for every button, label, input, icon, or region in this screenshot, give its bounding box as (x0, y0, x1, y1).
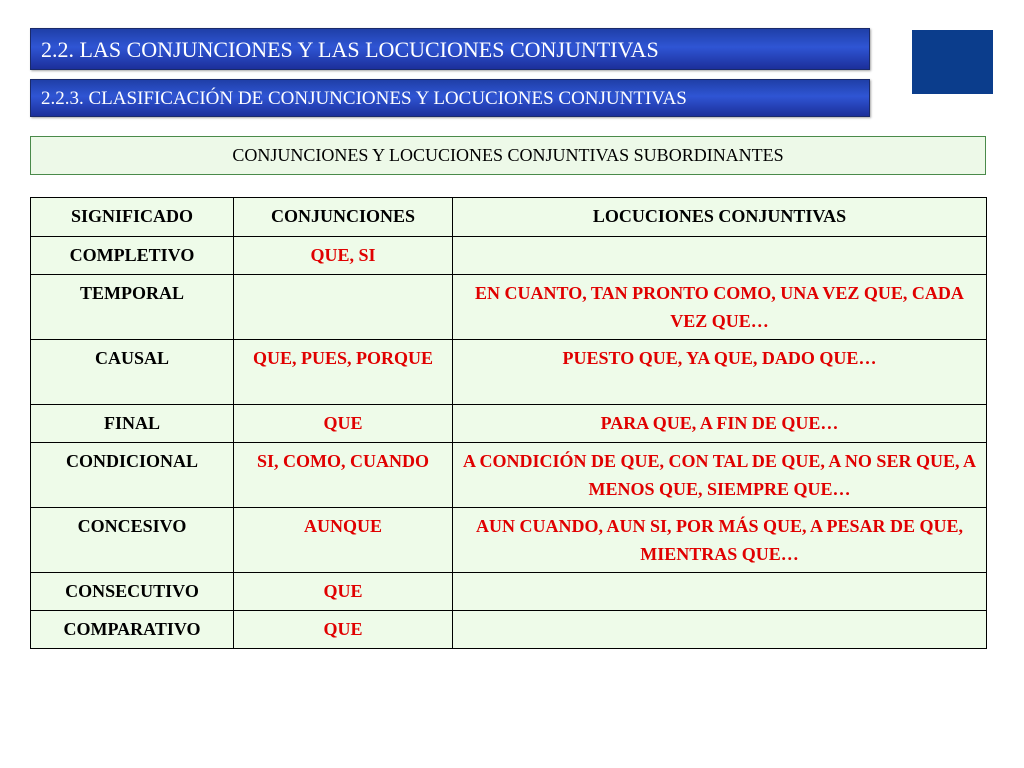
cell-conjunciones: QUE (234, 573, 453, 611)
section-title: CONJUNCIONES Y LOCUCIONES CONJUNTIVAS SUBORDINANTES (30, 136, 986, 175)
cell-significado: COMPLETIVO (31, 237, 234, 275)
cell-locuciones (453, 237, 987, 275)
cell-conjunciones (234, 275, 453, 340)
cell-significado: COMPARATIVO (31, 611, 234, 649)
cell-significado: CONCESIVO (31, 508, 234, 573)
cell-conjunciones: QUE, PUES, PORQUE (234, 340, 453, 405)
table-row (31, 443, 987, 508)
table-row (31, 508, 987, 573)
cell-locuciones: EN CUANTO, TAN PRONTO COMO, UNA VEZ QUE, CADA VEZ QUE… (453, 275, 987, 340)
cell-locuciones (453, 573, 987, 611)
cell-conjunciones: QUE (234, 611, 453, 649)
table-row (31, 611, 987, 649)
table-row (31, 275, 987, 340)
cell-significado: CONDICIONAL (31, 443, 234, 508)
cell-locuciones: PARA QUE, A FIN DE QUE… (453, 405, 987, 443)
column-header-significado: SIGNIFICADO (31, 198, 234, 237)
conjunctions-table (30, 197, 987, 649)
cell-locuciones: AUN CUANDO, AUN SI, POR MÁS QUE, A PESAR DE QUE, MIENTRAS QUE… (453, 508, 987, 573)
cell-conjunciones: SI, COMO, CUANDO (234, 443, 453, 508)
column-header-conjunciones: CONJUNCIONES (234, 198, 453, 237)
slide-subtitle: 2.2.3. CLASIFICACIÓN DE CONJUNCIONES Y LOCUCIONES CONJUNTIVAS (30, 79, 870, 117)
cell-locuciones: A CONDICIÓN DE QUE, CON TAL DE QUE, A NO SER QUE, A MENOS QUE, SIEMPRE QUE… (453, 443, 987, 508)
cell-significado: TEMPORAL (31, 275, 234, 340)
table-row (31, 573, 987, 611)
table-row (31, 237, 987, 275)
cell-significado: FINAL (31, 405, 234, 443)
column-header-locuciones: LOCUCIONES CONJUNTIVAS (453, 198, 987, 237)
cell-conjunciones: AUNQUE (234, 508, 453, 573)
cell-conjunciones: QUE (234, 405, 453, 443)
cell-significado: CONSECUTIVO (31, 573, 234, 611)
table-row (31, 405, 987, 443)
table-row (31, 340, 987, 405)
corner-decoration (912, 30, 993, 94)
table-header-row (31, 198, 987, 237)
cell-locuciones (453, 611, 987, 649)
slide-title: 2.2. LAS CONJUNCIONES Y LAS LOCUCIONES CONJUNTIVAS (30, 28, 870, 70)
cell-locuciones: PUESTO QUE, YA QUE, DADO QUE… (453, 340, 987, 405)
cell-conjunciones: QUE, SI (234, 237, 453, 275)
cell-significado: CAUSAL (31, 340, 234, 405)
